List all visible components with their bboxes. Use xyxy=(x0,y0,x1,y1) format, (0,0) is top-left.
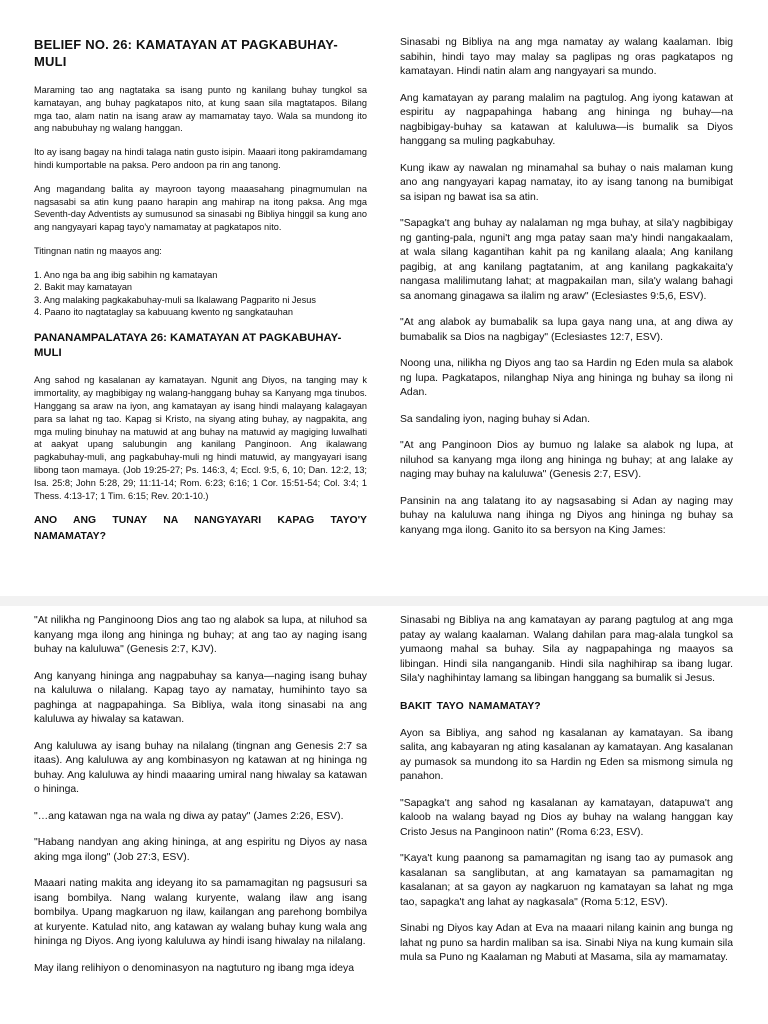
scripture-quote: "…ang katawan nga na wala ng diwa ay patay" (James 2:26, ESV). xyxy=(34,810,344,822)
scripture-quote: "At ang Panginoon Dios ay bumuo ng lalake sa alabok ng lupa, at niluhod sa kanyang mga ilong ang hininga ng buhay; at ang lalake ay naging may buhay na kaluluwa" (Genesis 2:7, ESV). xyxy=(400,440,733,480)
body-paragraph: Maaari nating makita ang ideyang ito sa pamamagitan ng pagsusuri sa isang bombilya. Nang walang kuryente, walang ilaw ang isang bombilya. Upang magkaruon ng ilaw, kailangan ang parehong bombilya at kuryente. Katulad nito, ang katawan ay walang buhay kung wala ang hininga ng Diyos. Ang iyong kaluluwa ay hindi isang hiwalay na nilalang. xyxy=(34,878,367,947)
body-paragraph: Sinabi ng Diyos kay Adan at Eva na maaari nilang kainin ang bunga ng lahat ng puno sa hardin maliban sa isa. Sinabi Niya na kung kumain sila mula sa Puno ng Kaalaman ng Mabuti at Masama, sila ay mamamatay. xyxy=(400,923,733,963)
body-paragraph: Kung ikaw ay nawalan ng minamahal sa buhay o nais malaman kung ano ang nangyayari kapag namatay, ito ay isang tanong na bumibigat sa isipan ng bawat isa sa atin. xyxy=(400,162,733,203)
topic-list xyxy=(34,269,367,319)
body-paragraph: Ayon sa Bibliya, ang sahod ng kasalanan ay kamatayan. Sa ibang salita, ang kabayaran ng ating kasalanan ay kamatayan. Ang kasalanan ay pumasok sa mundong ito sa Hardin ng Eden sa mismong simula ng panahon. xyxy=(400,727,733,782)
scripture-quote: "Kaya't kung paanong sa pamamagitan ng isang tao ay pumasok ang kasalanan sa sanglibutan, at ang kamatayan sa pamamagitan ng kasalanan; at sa gayon ay nagkaruon ng kamatayan sa lahat ng mga tao, sapagka't ang lahat ay nagkasala" (Roma 5:12, ESV). xyxy=(400,853,733,908)
body-paragraph: Ang kanyang hininga ang nagpabuhay sa kanya—naging isang buhay na kaluluwa o nilalang. Kapag tayo ay namatay, humihinto tayo sa paghinga at nagpapahinga. Sa Bibliya, wala itong sinasabi na ang kaluluwa ay hiwalay sa katawan. xyxy=(34,670,367,725)
body-paragraph: Sa sandaling iyon, naging buhay si Adan. xyxy=(400,413,591,425)
body-paragraph: Ang kamatayan ay parang malalim na pagtulog. Ang iyong katawan at espiritu ay nagpapahinga habang ang hininga ng buhay—na nagbibigay-buhay sa katawan at kaluluwa—is bumalik sa Diyos hanggang sa muling pagkabuhay. xyxy=(400,92,733,147)
list-item: 1. Ano nga ba ang ibig sabihin ng kamatayan xyxy=(34,269,218,280)
body-paragraph: Sinasabi ng Bibliya na ang mga namatay ay walang kaalaman. Ibig sabihin, hindi tayo may malay sa paglipas ng oras pagkatapos ng kamatayan. Hindi natin alam ang nangyayari sa mundo. xyxy=(400,37,733,77)
scripture-quote: "Habang nandyan ang aking hininga, at ang espiritu ng Diyos ay nasa aking mga ilong" (Job 27:3, ESV). xyxy=(34,837,367,863)
belief-text: Ang sahod ng kasalanan ay kamatayan. Ngunit ang Diyos, na tanging may k immortality, ay magbibigay ng walang-hanggang buhay sa Kanyang mga tinubos. Hanggang sa araw na iyon, ang kamatayan ay isang hindi malayang kalagayan para sa lahat ng tao. Kapag si Kristo, na siyang ating buhay, ay nagpakita, ang mga muling binuhay na matuwid at ang buhay na matuwid ay magiging luwalhati at aakyat upang salubungin ang kanilang Panginoon. Ang ikalawang pagkabuhay-muli, ang pagkabuhay-muli ng hindi matuwid, ay mangyayari isang libong taon mamaya. (Job 19:25-27; Ps. 146:3, 4; Eccl. 9:5, 6, 10; Dan. 12:2, 13; Isa. 25:8; John 5:28, 29; 11:11-14; Rom. 6:23; 6:16; 1 Cor. 15:51-54; Col. 3:4; 1 Thess. 4:13-17; 1 Tim. 6:15; Rev. 20:1-10.) xyxy=(34,375,367,501)
section-heading: ANO ANG TUNAY NA NANGYAYARI KAPAG TAYO'Y NAMAMATAY? xyxy=(34,515,367,543)
intro-paragraph: Titingnan natin ng maayos ang: xyxy=(34,245,162,256)
scripture-quote: "Sapagka't ang sahod ng kasalanan ay kamatayan, datapuwa't ang kaloob na walang bayad ng Dios ay buhay na walang hanggan kay Cristo Jesus na Panginoon natin" (Roma 6:23, ESV). xyxy=(400,797,733,838)
page1-left-column xyxy=(34,36,367,557)
scripture-quote: "At ang alabok ay bumabalik sa lupa gaya nang una, at ang diwa ay bumabalik sa Dios na nagbigay" (Eclesiastes 12:7, ESV). xyxy=(400,317,733,343)
scripture-quote: "At nilikha ng Panginoong Dios ang tao ng alabok sa lupa, at niluhod sa kanyang mga ilong ang hininga ng buhay; at ang tao ay naging isang buhay na kaluluwa" (Genesis 2:7, KJV). xyxy=(34,615,367,655)
body-paragraph: Pansinin na ang talatang ito ay nagsasabing si Adan ay naging may buhay na kaluluwa nang ihinga ng Diyos ang hininga ng buhay sa kanyang mga ilong. Ganito ito sa bersyon na King James: xyxy=(400,495,733,536)
body-paragraph: May ilang relihiyon o denominasyon na nagtuturo ng ibang mga ideya xyxy=(34,962,355,974)
body-paragraph: Sinasabi ng Bibliya na ang kamatayan ay parang pagtulog at ang mga patay ay walang kaalaman. Walang dahilan para mag-alala tungkol sa yumaong mahal sa buhay. Sila ay nagpapahinga ng maayos sa libingan. Hindi sila nanganganib. Hindi sila naghihirap sa ibang lugar. Sila'y naghihintay lamang sa libingan hanggang sa bumalik si Jesus. xyxy=(400,615,733,684)
intro-paragraph: Ito ay isang bagay na hindi talaga natin gusto isipin. Maaari itong pakiramdamang hindi kumportable na paksa. Pero andoon pa rin ang tanong. xyxy=(34,147,367,170)
document-title: BELIEF NO. 26: KAMATAYAN AT PAGKABUHAY-MULI xyxy=(34,37,338,69)
page1-right-column xyxy=(400,36,733,550)
section-heading: BAKIT TAYO NAMAMATAY? xyxy=(400,700,541,712)
list-item: 3. Ang malaking pagkakabuhay-muli sa Ikalawang Pagparito ni Jesus xyxy=(34,294,316,305)
intro-paragraph: Ang magandang balita ay mayroon tayong maaasahang pinagmumulan na nagsasabi sa atin kung paano harapin ang mahirap na itong paksa. Ang mga Seventh-day Adventists ay sumusunod sa sinasabi ng Bibliya hinggil sa kung ano ang nangyayari kapag tayo'y namamatay at pagkatapos nito. xyxy=(34,183,367,233)
scripture-quote: "Sapagka't ang buhay ay nalalaman ng mga buhay, at sila'y nagbibigay ng ganting-pala, nguni't ang mga patay saan ma'y hindi nangakaalam, at wala silang kagantihan kahit pa ng kanilang alaala; Ang kanilang pagibig, at ang kanilang pagtatanim, at ang kanilang pagkakaita'y nangasa malilimutang lahat; at magpakailan man, sila'y walang bahagi sa anomang ginagawa sa ilalim ng araw" (Eclesiastes 9:5,6, ESV). xyxy=(400,218,733,302)
body-paragraph: Noong una, nilikha ng Diyos ang tao sa Hardin ng Eden mula sa alabok ng lupa. Pagkatapos, nilanghap Niya ang hininga ng buhay sa ilong ni Adan. xyxy=(400,358,733,398)
intro-paragraph: Maraming tao ang nagtataka sa isang punto ng kanilang buhay tungkol sa kamatayan, ang buhay pagkatapos nito, at kung saan sila magtatapos. Bilang mga tao, alam natin na isang araw ay mamamatay tayo. Wala sa mundong ito ang nabubuhay ng walang hanggan. xyxy=(34,85,367,134)
page2-right-column xyxy=(400,614,733,978)
document-page-2 xyxy=(0,606,768,1024)
body-paragraph: Ang kaluluwa ay isang buhay na nilalang (tingnan ang Genesis 2:7 sa itaas). Ang kaluluwa ay ang kombinasyon ng katawan at ng hininga ng buhay. Ang kaluluwa ay hindi maaaring umiral nang hiwalay sa katawan o hininga. xyxy=(34,740,367,795)
list-item: 4. Paano ito nagtataglay sa kabuuang kwento ng sangkatauhan xyxy=(34,306,293,317)
page2-left-column xyxy=(34,614,367,988)
belief-heading: PANANAMPALATAYA 26: KAMATAYAN AT PAGKABUHAY-MULI xyxy=(34,332,342,360)
list-item: 2. Bakit may kamatayan xyxy=(34,282,133,293)
